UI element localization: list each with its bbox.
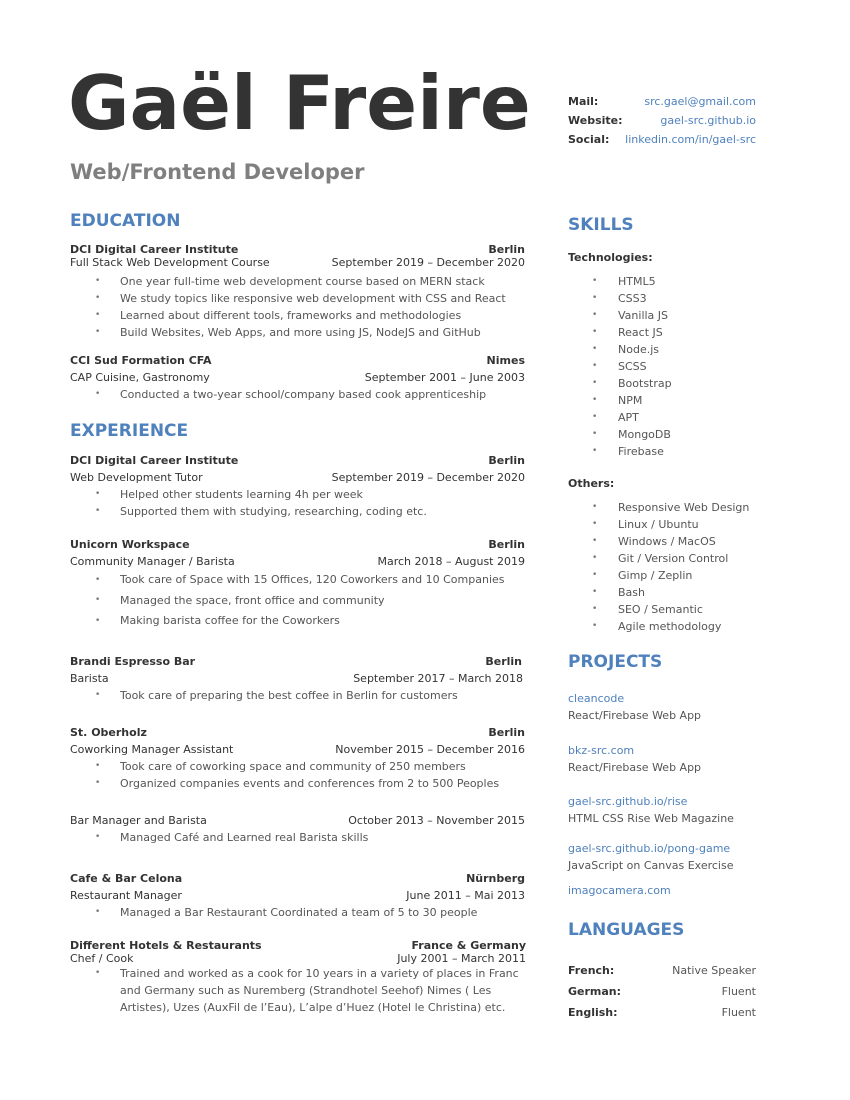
entry-dates: July 2001 – March 2011 <box>397 952 526 965</box>
entry-location: Berlin <box>488 454 525 467</box>
experience-entry <box>70 939 526 1016</box>
others-list <box>568 499 756 635</box>
list-item: • Conducted a two-year school/company based cook apprenticeship <box>95 388 487 401</box>
list-item: • Managed Café and Learned real Barista skills <box>95 831 369 844</box>
list-item: • Helped other students learning 4h per week <box>95 488 363 501</box>
languages-list <box>568 960 756 1023</box>
list-item: • Took care of Space with 15 Offices, 120 Coworkers and 10 Companies <box>95 573 505 586</box>
list-item: • Trained and worked as a cook for 10 years in a variety of places in Franc and Germany such as Nuremberg (Strandhotel Seehof) Nimes ( Les Artistes), Uzes (AuxFil de l’Eau), L’alpe d’Huez (Hotel le Christina) etc. <box>95 967 519 1014</box>
experience-entry <box>70 536 525 631</box>
project-link[interactable]: bkz-src.com <box>568 744 635 757</box>
entry-role: CAP Cuisine, Gastronomy <box>70 371 210 384</box>
list-item: • React JS <box>592 326 663 339</box>
entry-org: CCI Sud Formation CFA <box>70 354 212 367</box>
language-name: English: <box>568 1006 618 1019</box>
list-item: • Git / Version Control <box>592 552 729 565</box>
entry-org: Different Hotels & Restaurants <box>70 939 262 952</box>
entry-role: Bar Manager and Barista <box>70 814 207 827</box>
experience-entry <box>70 653 524 704</box>
contact-social <box>568 130 756 149</box>
language-level: Fluent <box>721 1006 756 1019</box>
entry-location: France & Germany <box>411 939 526 952</box>
project-link[interactable]: gael-src.github.io/pong-game <box>568 842 731 855</box>
entry-location: Berlin <box>488 726 525 739</box>
entry-role: Full Stack Web Development Course <box>70 256 270 269</box>
list-item: • Responsive Web Design <box>592 501 750 514</box>
education-entry <box>70 352 525 403</box>
entry-dates: June 2011 – Mai 2013 <box>406 889 525 902</box>
project-item <box>568 793 756 827</box>
list-item: • MongoDB <box>592 428 671 441</box>
project-item <box>568 742 756 776</box>
experience-heading: EXPERIENCE <box>70 421 189 441</box>
project-item <box>568 840 756 874</box>
list-item: • Learned about different tools, frameworks and methodologies <box>95 309 462 322</box>
email-link[interactable]: src.gael@gmail.com <box>644 95 756 108</box>
language-level: Fluent <box>721 985 756 998</box>
entry-org: Brandi Espresso Bar <box>70 655 196 668</box>
technologies-label: Technologies: <box>568 251 653 264</box>
list-item: • Managed a Bar Restaurant Coordinated a team of 5 to 30 people <box>95 906 478 919</box>
languages-heading: LANGUAGES <box>568 920 685 940</box>
contact-mail <box>568 92 756 111</box>
contact-website <box>568 111 756 130</box>
list-item: • APT <box>592 411 639 424</box>
experience-entry <box>70 870 525 921</box>
entry-dates: September 2019 – December 2020 <box>331 471 525 484</box>
list-item: • Windows / MacOS <box>592 535 716 548</box>
contact-label: Social: <box>568 133 610 146</box>
experience-entry <box>70 812 525 846</box>
resume-name: Gaël Freire <box>68 59 531 147</box>
list-item: • Took care of preparing the best coffee in Berlin for customers <box>95 689 458 702</box>
language-name: German: <box>568 985 622 998</box>
language-row <box>568 960 756 981</box>
experience-entry <box>70 452 525 520</box>
website-link[interactable]: gael-src.github.io <box>660 114 756 127</box>
list-item: • Linux / Ubuntu <box>592 518 699 531</box>
entry-role: Barista <box>70 672 109 685</box>
project-item <box>568 882 756 899</box>
list-item: • Organized companies events and conferences from 2 to 500 Peoples <box>95 777 500 790</box>
entry-role: Chef / Cook <box>70 952 134 965</box>
skills-heading: SKILLS <box>568 215 634 235</box>
experience-entry <box>70 724 525 792</box>
contact-label: Mail: <box>568 95 599 108</box>
list-item: • SEO / Semantic <box>592 603 703 616</box>
list-item: • SCSS <box>592 360 647 373</box>
contact-label: Website: <box>568 114 623 127</box>
list-item: • Bootstrap <box>592 377 672 390</box>
project-description: React/Firebase Web App <box>568 761 702 774</box>
list-item: • Making barista coffee for the Coworkers <box>95 614 340 627</box>
list-item: • One year full-time web development course based on MERN stack <box>95 275 485 288</box>
job-title: Web/Frontend Developer <box>70 160 365 184</box>
language-name: French: <box>568 964 615 977</box>
list-item: • We study topics like responsive web development with CSS and React <box>95 292 506 305</box>
entry-org: DCI Digital Career Institute <box>70 243 239 256</box>
entry-location: Nürnberg <box>466 872 525 885</box>
project-link[interactable]: cleancode <box>568 692 625 705</box>
entry-location: Berlin <box>485 655 522 668</box>
list-item: • Node.js <box>592 343 659 356</box>
entry-org: St. Oberholz <box>70 726 147 739</box>
project-item <box>568 690 756 724</box>
list-item: • HTML5 <box>592 275 656 288</box>
others-label: Others: <box>568 477 615 490</box>
language-row <box>568 981 756 1002</box>
list-item: • Managed the space, front office and community <box>95 594 385 607</box>
list-item: • CSS3 <box>592 292 647 305</box>
entry-dates: September 2019 – December 2020 <box>331 256 525 269</box>
entry-org: DCI Digital Career Institute <box>70 454 239 467</box>
list-item: • Agile methodology <box>592 620 722 633</box>
entry-dates: November 2015 – December 2016 <box>335 743 525 756</box>
list-item: • NPM <box>592 394 643 407</box>
entry-location: Berlin <box>488 243 525 256</box>
list-item: • Supported them with studying, researching, coding etc. <box>95 505 427 518</box>
education-heading: EDUCATION <box>70 211 181 231</box>
language-level: Native Speaker <box>672 964 756 977</box>
entry-org: Cafe & Bar Celona <box>70 872 183 885</box>
entry-dates: September 2001 – June 2003 <box>364 371 525 384</box>
entry-dates: March 2018 – August 2019 <box>377 555 525 568</box>
project-link[interactable]: gael-src.github.io/rise <box>568 795 688 808</box>
list-item: • Bash <box>592 586 645 599</box>
list-item: • Firebase <box>592 445 664 458</box>
entry-location: Berlin <box>488 538 525 551</box>
project-description: React/Firebase Web App <box>568 709 702 722</box>
project-description: HTML CSS Rise Web Magazine <box>568 812 734 825</box>
list-item: • Vanilla JS <box>592 309 669 322</box>
list-item: • Took care of coworking space and community of 250 members <box>95 760 466 773</box>
entry-org: Unicorn Workspace <box>70 538 190 551</box>
projects-heading: PROJECTS <box>568 652 663 672</box>
entry-dates: September 2017 – March 2018 <box>353 672 523 685</box>
education-entry <box>70 243 525 341</box>
entry-location: Nimes <box>486 354 525 367</box>
entry-role: Community Manager / Barista <box>70 555 235 568</box>
list-item: • Build Websites, Web Apps, and more using JS, NodeJS and GitHub <box>95 326 481 339</box>
technologies-list <box>568 273 756 460</box>
language-row <box>568 1002 756 1023</box>
entry-role: Web Development Tutor <box>70 471 203 484</box>
entry-role: Restaurant Manager <box>70 889 182 902</box>
linkedin-link[interactable]: linkedin.com/in/gael-src <box>625 133 756 146</box>
project-link[interactable]: imagocamera.com <box>568 884 671 897</box>
entry-dates: October 2013 – November 2015 <box>348 814 525 827</box>
contact-block <box>568 92 756 149</box>
entry-role: Coworking Manager Assistant <box>70 743 234 756</box>
list-item: • Gimp / Zeplin <box>592 569 693 582</box>
project-description: JavaScript on Canvas Exercise <box>568 859 734 872</box>
